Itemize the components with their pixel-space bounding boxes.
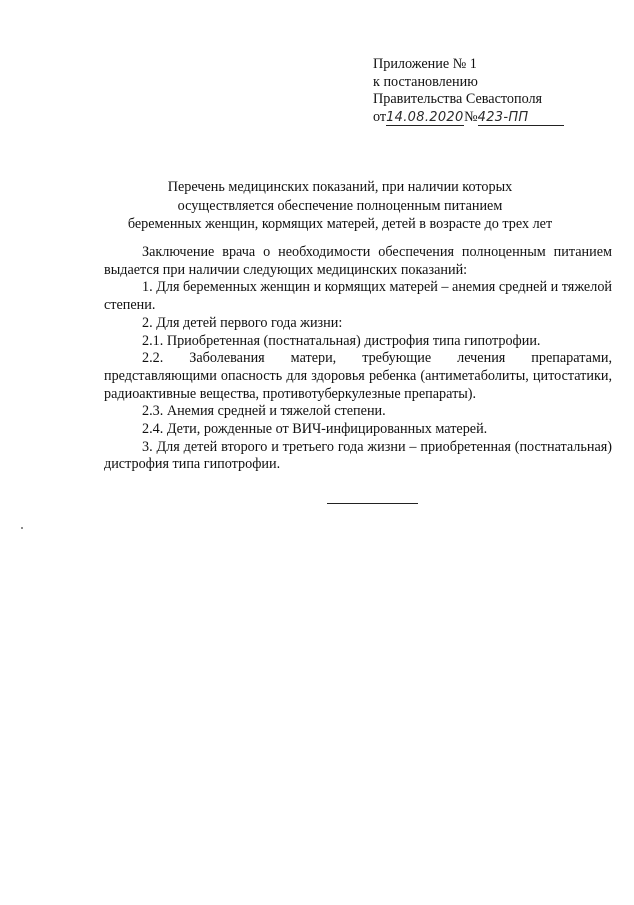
date-value: 14.08.2020: [386, 109, 464, 125]
appendix-issuer: Правительства Севастополя: [373, 91, 543, 107]
scan-speck: [21, 527, 23, 529]
document-body: [104, 244, 612, 474]
intro-paragraph: Заключение врача о необходимости обеспечения полноценным питанием выдается при наличии следующих медицинских показаний:: [104, 244, 612, 278]
title-line-1: Перечень медицинских показаний, при наличии которых: [167, 179, 513, 195]
item-2-3: 2.3. Анемия средней и тяжелой степени.: [142, 403, 386, 420]
appendix-date-line: [373, 109, 564, 127]
item-1: 1. Для беременных женщин и кормящих матерей – анемия средней и тяжелой степени.: [104, 279, 612, 314]
document-title: [100, 178, 580, 234]
number-sign: №: [464, 108, 478, 125]
item-2: 2. Для детей первого года жизни:: [142, 314, 343, 331]
date-field: [386, 110, 464, 126]
appendix-number: Приложение № 1: [373, 56, 477, 72]
appendix-header: [373, 56, 564, 126]
title-line-3: беременных женщин, кормящих матерей, детей в возрасте до трех лет: [127, 216, 553, 232]
number-field: [478, 110, 564, 126]
title-line-2: осуществляется обеспечение полноценным питанием: [177, 197, 503, 214]
end-divider: [327, 503, 418, 504]
item-3: 3. Для детей второго и третьего года жизни – приобретенная (постнатальная) дистрофия типа гипотрофии.: [104, 438, 612, 473]
appendix-reference: к постановлению: [373, 73, 478, 90]
item-2-4: 2.4. Дети, рожденные от ВИЧ-инфицированных матерей.: [142, 421, 488, 438]
item-2-2: 2.2. Заболевания матери, требующие лечения препаратами, представляющими опасность для здоровья ребенка (антиметаболиты, цитостатики, радиоактивные вещества, противотуберкулезные препараты).: [104, 350, 612, 402]
item-2-1: 2.1. Приобретенная (постнатальная) дистрофия типа гипотрофии.: [142, 332, 541, 349]
date-prefix: от: [373, 108, 387, 125]
number-value: 423-ПП: [477, 109, 529, 125]
